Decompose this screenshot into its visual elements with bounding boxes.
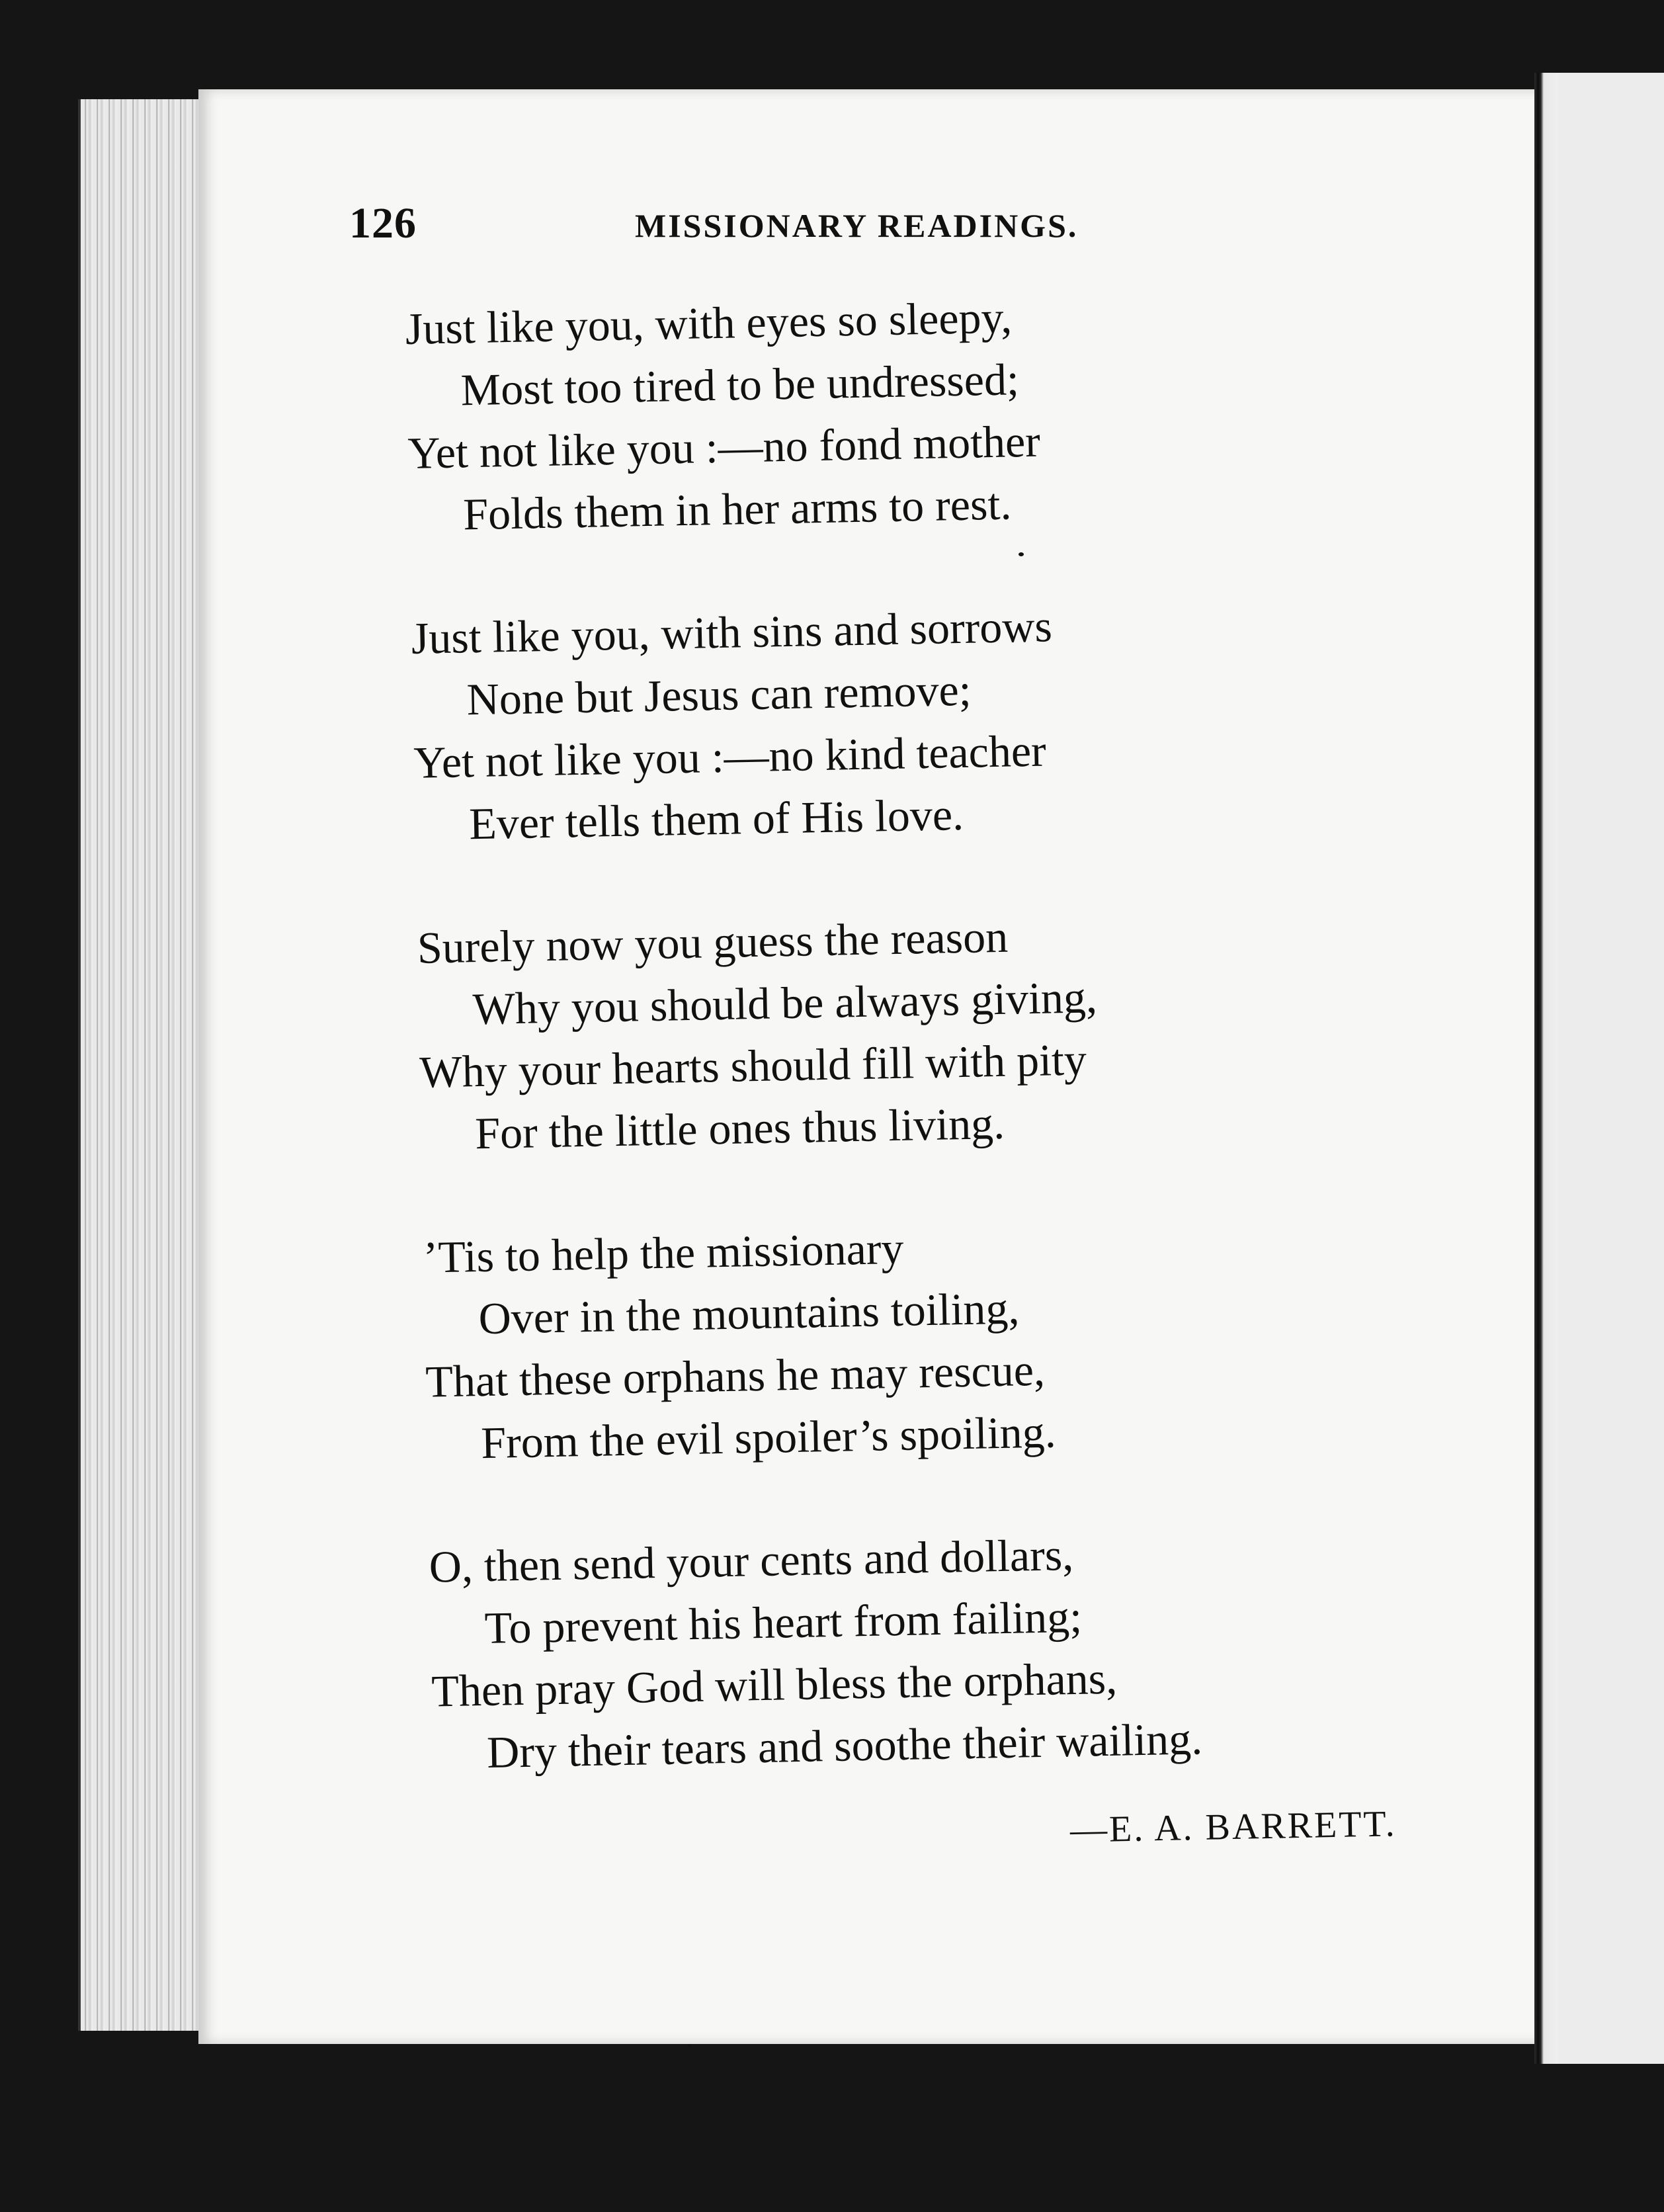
poem-line: Surely now you guess the reason — [417, 911, 1009, 973]
poem-line: Dry their tears and soothe their wailing. — [486, 1713, 1203, 1778]
poem-line: None but Jesus can remove; — [466, 664, 972, 725]
poem-line: Most too tired to be undressed; — [460, 354, 1020, 415]
poem-line: Just like you, with eyes so sleepy, — [405, 292, 1013, 354]
poem-line: Why your hearts should fill with pity — [419, 1034, 1087, 1097]
poem-line: That these orphans he may rescue, — [425, 1344, 1046, 1407]
poem-line: Ever tells them of His love. — [468, 788, 964, 849]
stanza — [429, 1517, 1425, 1785]
poem-line: From the evil spoiler’s spoiling. — [480, 1406, 1057, 1468]
page-header — [349, 198, 1354, 251]
author-attribution: —E. A. BARRETT. — [1069, 1803, 1397, 1851]
poem-line: To prevent his heart from failing; — [483, 1591, 1083, 1654]
facing-page-edge — [1558, 73, 1664, 2064]
stanza — [405, 278, 1401, 546]
poem-line: For the little ones thus living. — [474, 1097, 1005, 1159]
stanza — [417, 898, 1413, 1166]
poem-line: Then pray God will bless the orphans, — [431, 1652, 1118, 1717]
running-head: MISSIONARY READINGS. — [635, 207, 1079, 244]
poem-line: Over in the mountains toiling, — [478, 1283, 1020, 1344]
poem-line: Yet not like you :—no kind teacher — [413, 725, 1047, 788]
stanza — [423, 1207, 1419, 1475]
page-gutter-right — [1534, 73, 1561, 2064]
page-number: 126 — [349, 199, 417, 247]
poem — [405, 278, 1427, 1845]
scan-speck — [688, 2044, 691, 2047]
poem-line: O, then send your cents and dollars, — [429, 1529, 1074, 1592]
poem-line: Just like you, with sins and sorrows — [411, 601, 1053, 663]
stanza — [411, 588, 1407, 856]
poem-line: Yet not like you :—no fond mother — [407, 415, 1041, 478]
poem-line: ’Tis to help the missionary — [423, 1222, 905, 1283]
poem-line: Why you should be always giving, — [472, 972, 1098, 1035]
scan-speck — [1019, 552, 1024, 556]
poem-line: Folds them in her arms to rest. — [462, 478, 1013, 540]
